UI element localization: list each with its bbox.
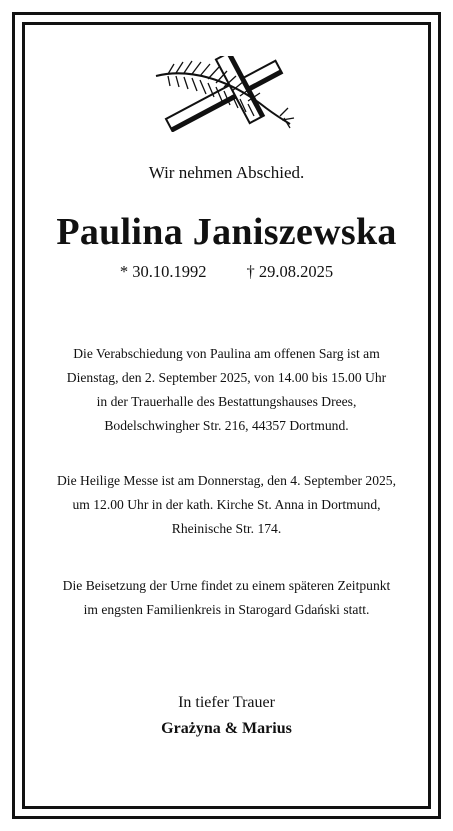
family-signature: Grażyna & Marius [161, 720, 292, 737]
death-date: † 29.08.2025 [246, 262, 334, 281]
text-line: Rheinische Str. 174. [171, 521, 282, 536]
life-dates [0, 262, 453, 282]
deceased-name: Paulina Janiszewska [56, 211, 397, 253]
mass-paragraph [40, 469, 413, 541]
text-line: in der Trauerhalle des Bestattungshauses Drees, [96, 394, 357, 409]
text-line: um 12.00 Uhr in der kath. Kirche St. Anna in Dortmund, [72, 497, 381, 512]
cross-with-palm-frond-icon [148, 56, 300, 132]
text-line: Die Beisetzung der Urne findet zu einem späteren Zeitpunkt [62, 578, 391, 593]
burial-paragraph [40, 574, 413, 622]
text-line: im engsten Familienkreis in Starogard Gdański statt. [83, 602, 370, 617]
text-line: Bodelschwingher Str. 216, 44357 Dortmund. [104, 418, 349, 433]
text-line: Dienstag, den 2. September 2025, von 14.00 bis 15.00 Uhr [66, 370, 387, 385]
text-line: Die Verabschiedung von Paulina am offenen Sarg ist am [73, 346, 380, 361]
birth-date: * 30.10.1992 [119, 262, 207, 281]
mourning-closing: In tiefer Trauer [178, 694, 275, 711]
farewell-intro: Wir nehmen Abschied. [148, 163, 305, 182]
text-line: Die Heilige Messe ist am Donnerstag, den 4. September 2025, [56, 473, 396, 488]
farewell-viewing-paragraph [40, 342, 413, 438]
